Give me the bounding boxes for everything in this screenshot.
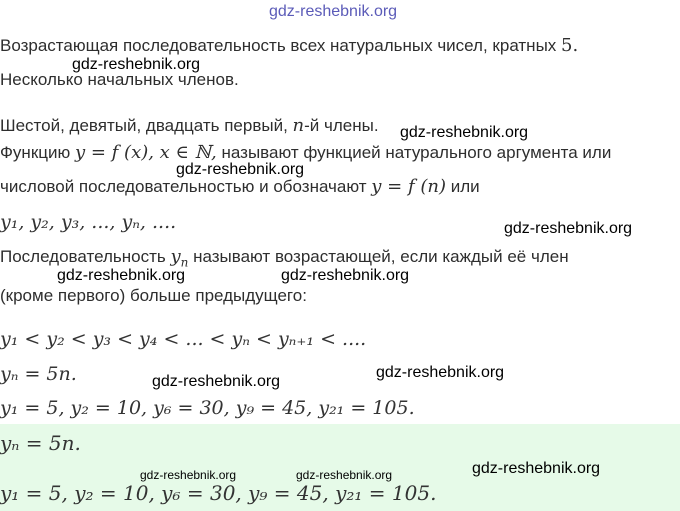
sequence-formula: y = f (n): [371, 176, 446, 197]
watermark: gdz-reshebnik.org: [281, 267, 410, 284]
question-text: Шестой, девятый, двадцать первый,: [0, 116, 288, 135]
definition-text-end: называют функцией натурального аргумента или: [221, 143, 612, 162]
general-term-formula: yₙ = 5n.: [0, 363, 77, 385]
increasing-text: Последовательность: [0, 247, 166, 266]
question-line: [0, 115, 379, 137]
statement-text: Возрастающая последовательность всех натуральных чисел, кратных: [0, 36, 557, 55]
watermark-top: gdz-reshebnik.org: [269, 3, 398, 20]
increasing-text-end: называют возрастающей, если каждый её член: [193, 247, 569, 266]
statement-number: 5.: [561, 35, 579, 56]
watermark: gdz-reshebnik.org: [376, 364, 505, 381]
definition-text-end: или: [450, 177, 480, 196]
watermark: gdz-reshebnik.org: [296, 468, 393, 482]
answer-general-term: yₙ = 5n.: [0, 431, 81, 455]
watermark: gdz-reshebnik.org: [57, 267, 186, 284]
definition-line-2: [0, 176, 480, 198]
watermark: gdz-reshebnik.org: [140, 468, 237, 482]
increasing-line-2: (кроме первого) больше предыдущего:: [0, 286, 307, 305]
watermark: gdz-reshebnik.org: [72, 56, 201, 73]
watermark: gdz-reshebnik.org: [400, 124, 529, 141]
statement-line-2: Несколько начальных членов.: [0, 70, 239, 89]
function-formula: y = f (x), x ∈ ℕ,: [74, 142, 217, 163]
watermark: gdz-reshebnik.org: [504, 220, 633, 237]
definition-text: Функцию: [0, 143, 71, 162]
answer-values: y₁ = 5, y₂ = 10, y₆ = 30, y₉ = 45, y₂₁ = 105.: [0, 481, 437, 505]
watermark: gdz-reshebnik.org: [152, 373, 281, 390]
values-formula: y₁ = 5, y₂ = 10, y₆ = 30, y₉ = 45, y₂₁ = 105.: [0, 397, 415, 419]
definition-line-1: [0, 142, 611, 164]
yn-symbol: $y_n$: [170, 246, 189, 270]
question-text-end: -й члены.: [304, 116, 379, 135]
sequence-list-formula: y₁, y₂, y₃, ..., yₙ, ....: [0, 211, 177, 233]
variable-n: n: [292, 115, 305, 136]
statement-line-1: [0, 35, 578, 57]
definition-text: числовой последовательностью и обозначают: [0, 177, 367, 196]
watermark: gdz-reshebnik.org: [472, 460, 601, 477]
increasing-chain-formula: y₁ < y₂ < y₃ < y₄ < ... < yₙ < yₙ₊₁ < ....: [0, 328, 367, 350]
watermark: gdz-reshebnik.org: [176, 161, 305, 178]
